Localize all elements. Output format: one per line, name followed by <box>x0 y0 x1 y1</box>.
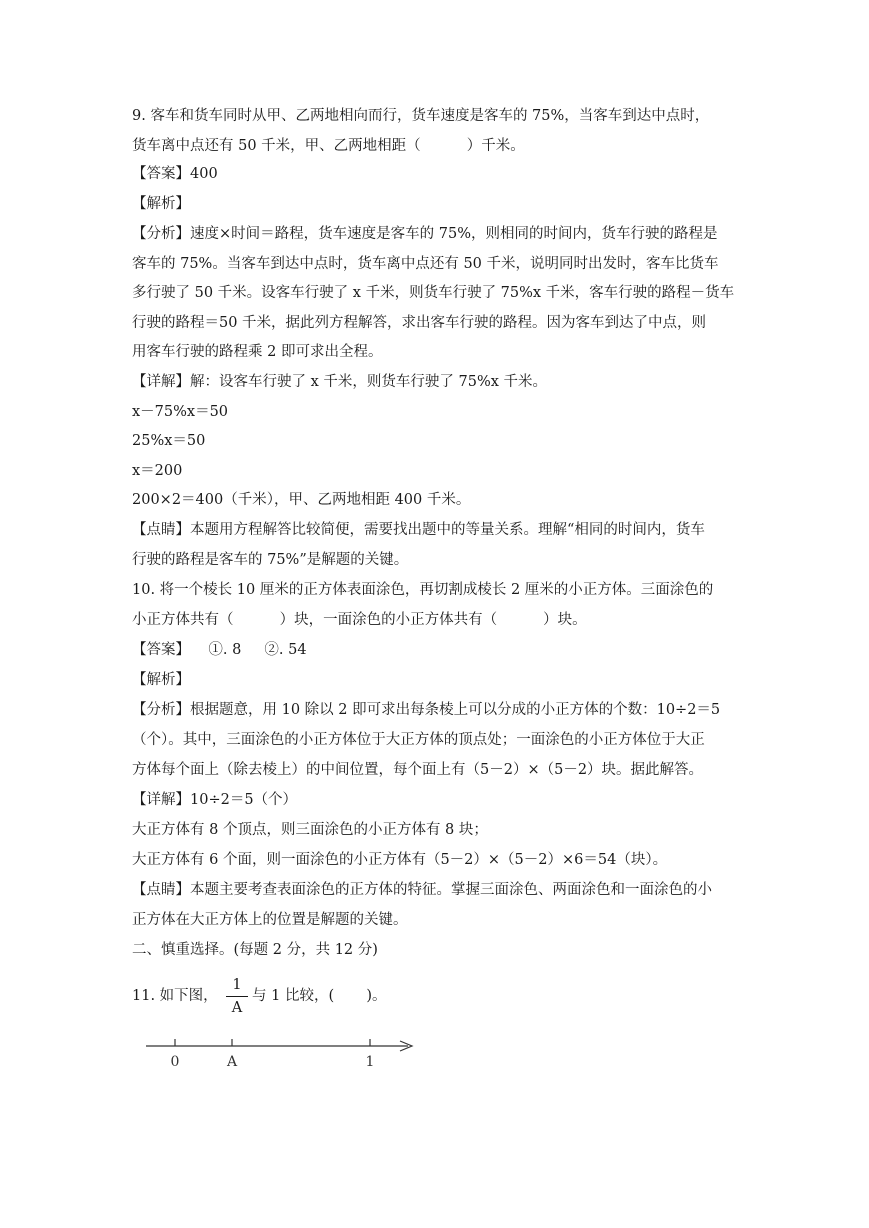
q10-comment-line2: 正方体在大正方体上的位置是解题的关键。 <box>132 912 408 928</box>
q10-analysis-line3: 方体每个面上（除去棱上）的中间位置，每个面上有（5－2）×（5－2）块。据此解答。 <box>132 762 704 778</box>
section2-title: 二、慎重选择。(每题 2 分，共 12 分) <box>132 942 378 958</box>
q10-analysis-line2: （个）。其中，三面涂色的小正方体位于大正方体的顶点处；一面涂色的小正方体位于大正 <box>132 732 705 748</box>
number-line <box>140 1030 440 1080</box>
q10-detail-line3: 大正方体有 6 个面，则一面涂色的小正方体有（5－2）×（5－2）×6＝54（块）。 <box>132 852 668 868</box>
q9-equation-2: 25%x＝50 <box>132 433 206 449</box>
q9-comment-line1: 【点睛】本题用方程解答比较简便，需要找出题中的等量关系。理解“相同的时间内，货车 <box>132 522 705 538</box>
fraction-numerator: 1 <box>232 977 242 993</box>
q11-prefix: 11. 如下图， <box>132 988 218 1004</box>
q11-suffix: 与 1 比较，( )。 <box>252 988 387 1004</box>
q10-comment-line1: 【点睛】本题主要考查表面涂色的正方体的特征。掌握三面涂色、两面涂色和一面涂色的小 <box>132 882 712 898</box>
q9-analysis-line2: 客车的 75%。当客车到达中点时，货车离中点还有 50 千米，说明同时出发时，客车比货车 <box>132 256 719 272</box>
q10-detail-line2: 大正方体有 8 个顶点，则三面涂色的小正方体有 8 块； <box>132 822 488 838</box>
q9-stem-line2: 货车离中点还有 50 千米，甲、乙两地相距（ ）千米。 <box>132 138 525 154</box>
q9-comment-line2: 行驶的路程是客车的 75%”是解题的关键。 <box>132 552 409 568</box>
q9-analysis-line3: 多行驶了 50 千米。设客车行驶了 x 千米，则货车行驶了 75%x 千米，客车行驶的路程－货车 <box>132 285 735 301</box>
q9-detail-line1: 【详解】解：设客车行驶了 x 千米，则货车行驶了 75%x 千米。 <box>132 374 548 390</box>
q9-analysis-line4: 行驶的路程＝50 千米，据此列方程解答，求出客车行驶的路程。因为客车到达了中点，则 <box>132 315 707 331</box>
tick-label-0: 0 <box>170 1054 180 1070</box>
q9-analysis-line5: 用客车行驶的路程乘 2 即可求出全程。 <box>132 344 383 360</box>
q11-fraction <box>226 976 248 1017</box>
q10-analysis-title: 【解析】 <box>132 672 190 688</box>
fraction-bar <box>226 996 248 997</box>
q10-answer: 【答案】 ①. 8 ②. 54 <box>132 642 307 658</box>
q10-stem-line2: 小正方体共有（ ）块，一面涂色的小正方体共有（ ）块。 <box>132 612 587 628</box>
q9-equation-1: x－75%x＝50 <box>132 404 229 420</box>
q9-analysis-title: 【解析】 <box>132 196 190 212</box>
tick-label-a: A <box>226 1054 238 1070</box>
fraction-denominator: A <box>231 1000 243 1016</box>
q10-analysis-line1: 【分析】根据题意，用 10 除以 2 即可求出每条棱上可以分成的小正方体的个数：10÷2＝5 <box>132 702 721 718</box>
q9-answer: 【答案】400 <box>132 166 218 182</box>
q9-analysis-line1: 【分析】速度×时间＝路程，货车速度是客车的 75%，则相同的时间内，货车行驶的路程是 <box>132 226 718 242</box>
q9-equation-3: x＝200 <box>132 463 183 479</box>
q9-stem-line1: 9. 客车和货车同时从甲、乙两地相向而行，货车速度是客车的 75%，当客车到达中点时， <box>132 108 710 124</box>
q10-stem-line1: 10. 将一个棱长 10 厘米的正方体表面涂色，再切割成棱长 2 厘米的小正方体。三面涂色的 <box>132 582 714 598</box>
tick-label-1: 1 <box>365 1054 375 1070</box>
q10-detail-line1: 【详解】10÷2＝5（个） <box>132 792 298 808</box>
q9-equation-4: 200×2＝400（千米），甲、乙两地相距 400 千米。 <box>132 492 471 508</box>
